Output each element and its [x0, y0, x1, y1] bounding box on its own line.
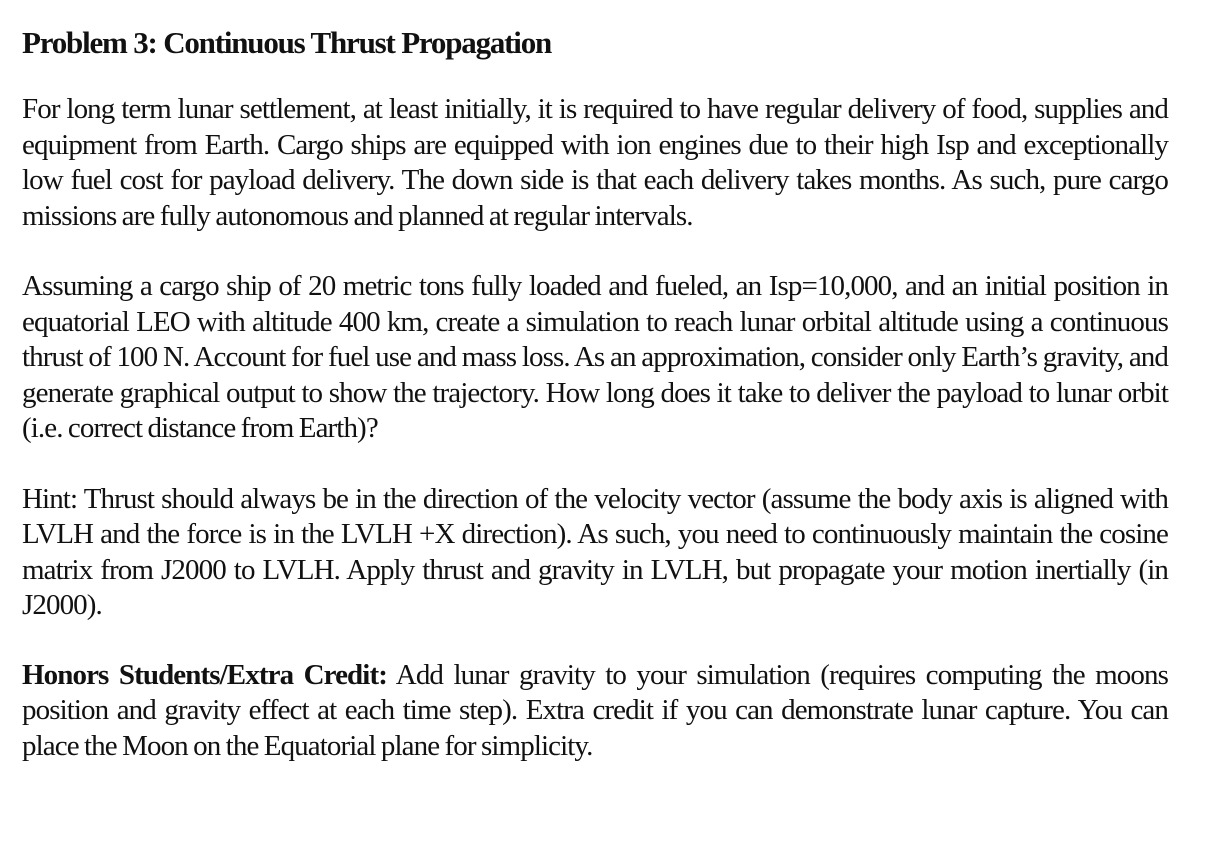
honors-label: Honors Students/Extra Credit:: [22, 658, 387, 691]
document-page: [22, 22, 1168, 764]
hint-paragraph: Hint: Thrust should always be in the direction of the velocity vector (assume the body axis is aligned with LVLH and the force is in the LVLH +X direction). As such, you need to continuously maintain the cosine matrix from J2000 to LVLH. Apply thrust and gravity in LVLH, but propagate your motion inertially (in J2000).: [22, 482, 1168, 621]
intro-paragraph: For long term lunar settlement, at least initially, it is required to have regular delivery of food, supplies and equipment from Earth. Cargo ships are equipped with ion engines due to their high Isp and exceptionally low fuel cost for payload delivery. The down side is that each delivery takes months. As such, pure cargo missions are fully autonomous and planned at regular intervals.: [22, 93, 1168, 232]
honors-paragraph: [22, 658, 1168, 765]
assumptions-paragraph: Assuming a cargo ship of 20 metric tons fully loaded and fueled, an Isp=10,000, and an initial position in equatorial LEO with altitude 400 km, create a simulation to reach lunar orbital altitude using a continuous thrust of 100 N. Account for fuel use and mass loss. As an approximation, consider only Earth’s gravity, and generate graphical output to show the trajectory. How long does it take to deliver the payload to lunar orbit (i.e. correct distance from Earth)?: [22, 270, 1168, 444]
honors-text: Add lunar gravity to your simulation (requires computing the moons position and gravity effect at each time step). Extra credit if you can demonstrate lunar capture. You can place the Moon on the Equatorial plane for simplicity.: [22, 658, 1168, 762]
problem-title: Problem 3: Continuous Thrust Propagation: [22, 25, 552, 60]
